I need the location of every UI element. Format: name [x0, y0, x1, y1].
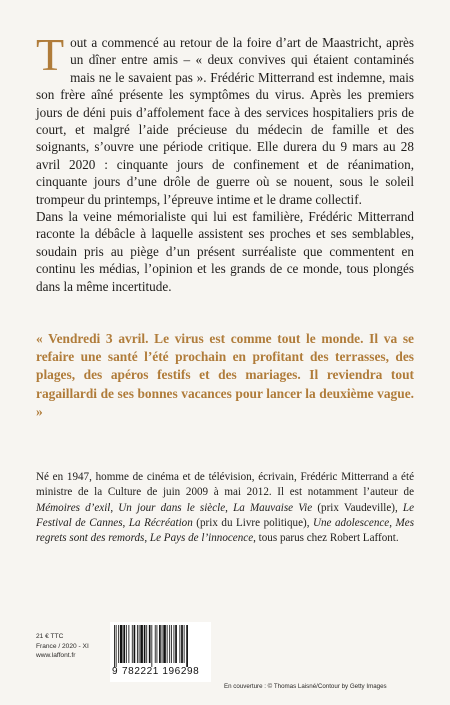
barcode-bar: [123, 625, 125, 663]
author-bio: [36, 470, 414, 546]
barcode-bar: [151, 625, 152, 667]
barcode-bar: [171, 625, 172, 663]
bio-sep: ,: [110, 501, 119, 514]
bio-sep: ,: [225, 501, 234, 514]
bio-sep: ,: [122, 516, 129, 529]
book-title: Mémoires d’exil: [36, 501, 111, 514]
barcode-bar: [163, 625, 166, 663]
isbn-barcode: [110, 622, 211, 682]
bio-intro: Né en 1947, homme de cinéma et de télévision, écrivain, Frédéric Mitterrand a été ministre de la Culture de juin 2009 à mai 2012. Il est notamment l’auteur de: [36, 471, 414, 499]
barcode-bar: [146, 625, 147, 663]
bio-sep: (prix du Livre politique),: [192, 516, 313, 529]
edition-code: France / 2020 - XI: [36, 642, 89, 650]
barcode-bar: [159, 625, 161, 663]
book-title: Un jour dans le siècle: [118, 501, 226, 514]
barcode-bar: [126, 625, 127, 663]
barcode-bar: [162, 625, 163, 663]
barcode-bar: [120, 625, 123, 663]
price-label: 21 € TTC: [36, 633, 64, 640]
publisher-url: www.laffont.fr: [36, 652, 76, 660]
barcode-bar: [186, 625, 188, 667]
barcode-bars: [114, 625, 207, 667]
book-title: La Récréation: [128, 516, 193, 529]
pull-quote: « Vendredi 3 avril. Le virus est comme tout le monde. Il va se refaire une santé l’été prochain en profitant des terrasses, des plages, des apéros festifs et des mariages. Il reviendra tout ragaillardi de ses bonnes vacances pour lancer la deuxième vague. »: [36, 331, 414, 419]
barcode-bar: [128, 625, 129, 663]
book-title: Une adolescence: [313, 516, 390, 529]
book-title: Le Festival de Cannes: [36, 501, 414, 529]
synopsis-paragraph-1: [36, 29, 414, 208]
barcode-bar: [181, 625, 183, 663]
book-title: La Mauvaise Vie: [233, 501, 313, 514]
barcode-bar: [155, 625, 156, 663]
barcode-bar: [137, 625, 138, 663]
barcode-bar: [132, 625, 133, 663]
barcode-bar: [157, 625, 158, 663]
barcode-bar: [139, 625, 140, 663]
book-title: Le Pays de l’innocence: [149, 532, 254, 545]
barcode-first-digit: 9: [112, 666, 118, 677]
barcode-bar: [116, 625, 117, 667]
bio-sep: ,: [389, 516, 396, 529]
barcode-bar: [134, 625, 136, 663]
bio-outro: , tous parus chez Robert Laffont.: [253, 532, 399, 545]
synopsis-paragraph-1-text: out a commencé au retour de la foire d’art de Maastricht, après un dîner entre amis – « deux convives qui étaient contaminés mais ne le savaient pas ». Frédéric Mitterrand est indemne, mais son frère aîné présente les symptômes du virus. Après les premiers jours de déni puis d’affolement face à des services hospitaliers pris de court, et malgré l’aide précieuse du médecin de famille et des soignants, s’ouvre une période critique. Elle durera du 9 mars au 28 avril 2020 : cinquante jours de confinement et de réanimation, cinquante jours d’une drôle de guerre où se nouent, sous le soleil trompeur du printemps, l’épreuve intime et le drame collectif.: [36, 35, 414, 207]
price-block: [36, 632, 98, 661]
barcode-bar: [184, 625, 185, 663]
barcode-bar: [149, 625, 151, 663]
bio-sep: ,: [144, 532, 150, 545]
barcode-digits: 782221 196298: [122, 666, 200, 677]
barcode-bar: [140, 625, 143, 663]
barcode-bar: [167, 625, 168, 663]
book-title: Mes regrets sont des remords: [36, 516, 415, 545]
bio-sep: (prix Vaudeville),: [312, 501, 403, 514]
synopsis-paragraph-2: Dans la veine mémorialiste qui lui est familière, Frédéric Mitterrand raconte la débâcle à laquelle assistent ses proches et ses semblables, soudain pris au piège d’un présent surréaliste que commentent en continu les médias, l’opinion et les grands de ce monde, tous plongés dans la même incertitude.: [36, 209, 414, 294]
barcode-bar: [118, 625, 119, 663]
cover-credit: En couverture : © Thomas Laisné/Contour by Getty Images: [224, 683, 387, 690]
barcode-bar: [175, 625, 177, 663]
drop-cap: T: [36, 29, 65, 80]
synopsis: [36, 29, 414, 295]
barcode-bar: [174, 625, 175, 663]
barcode-bar: [144, 625, 146, 663]
barcode-bar: [169, 625, 170, 663]
barcode-bar: [114, 625, 115, 667]
barcode-bar: [179, 625, 180, 663]
